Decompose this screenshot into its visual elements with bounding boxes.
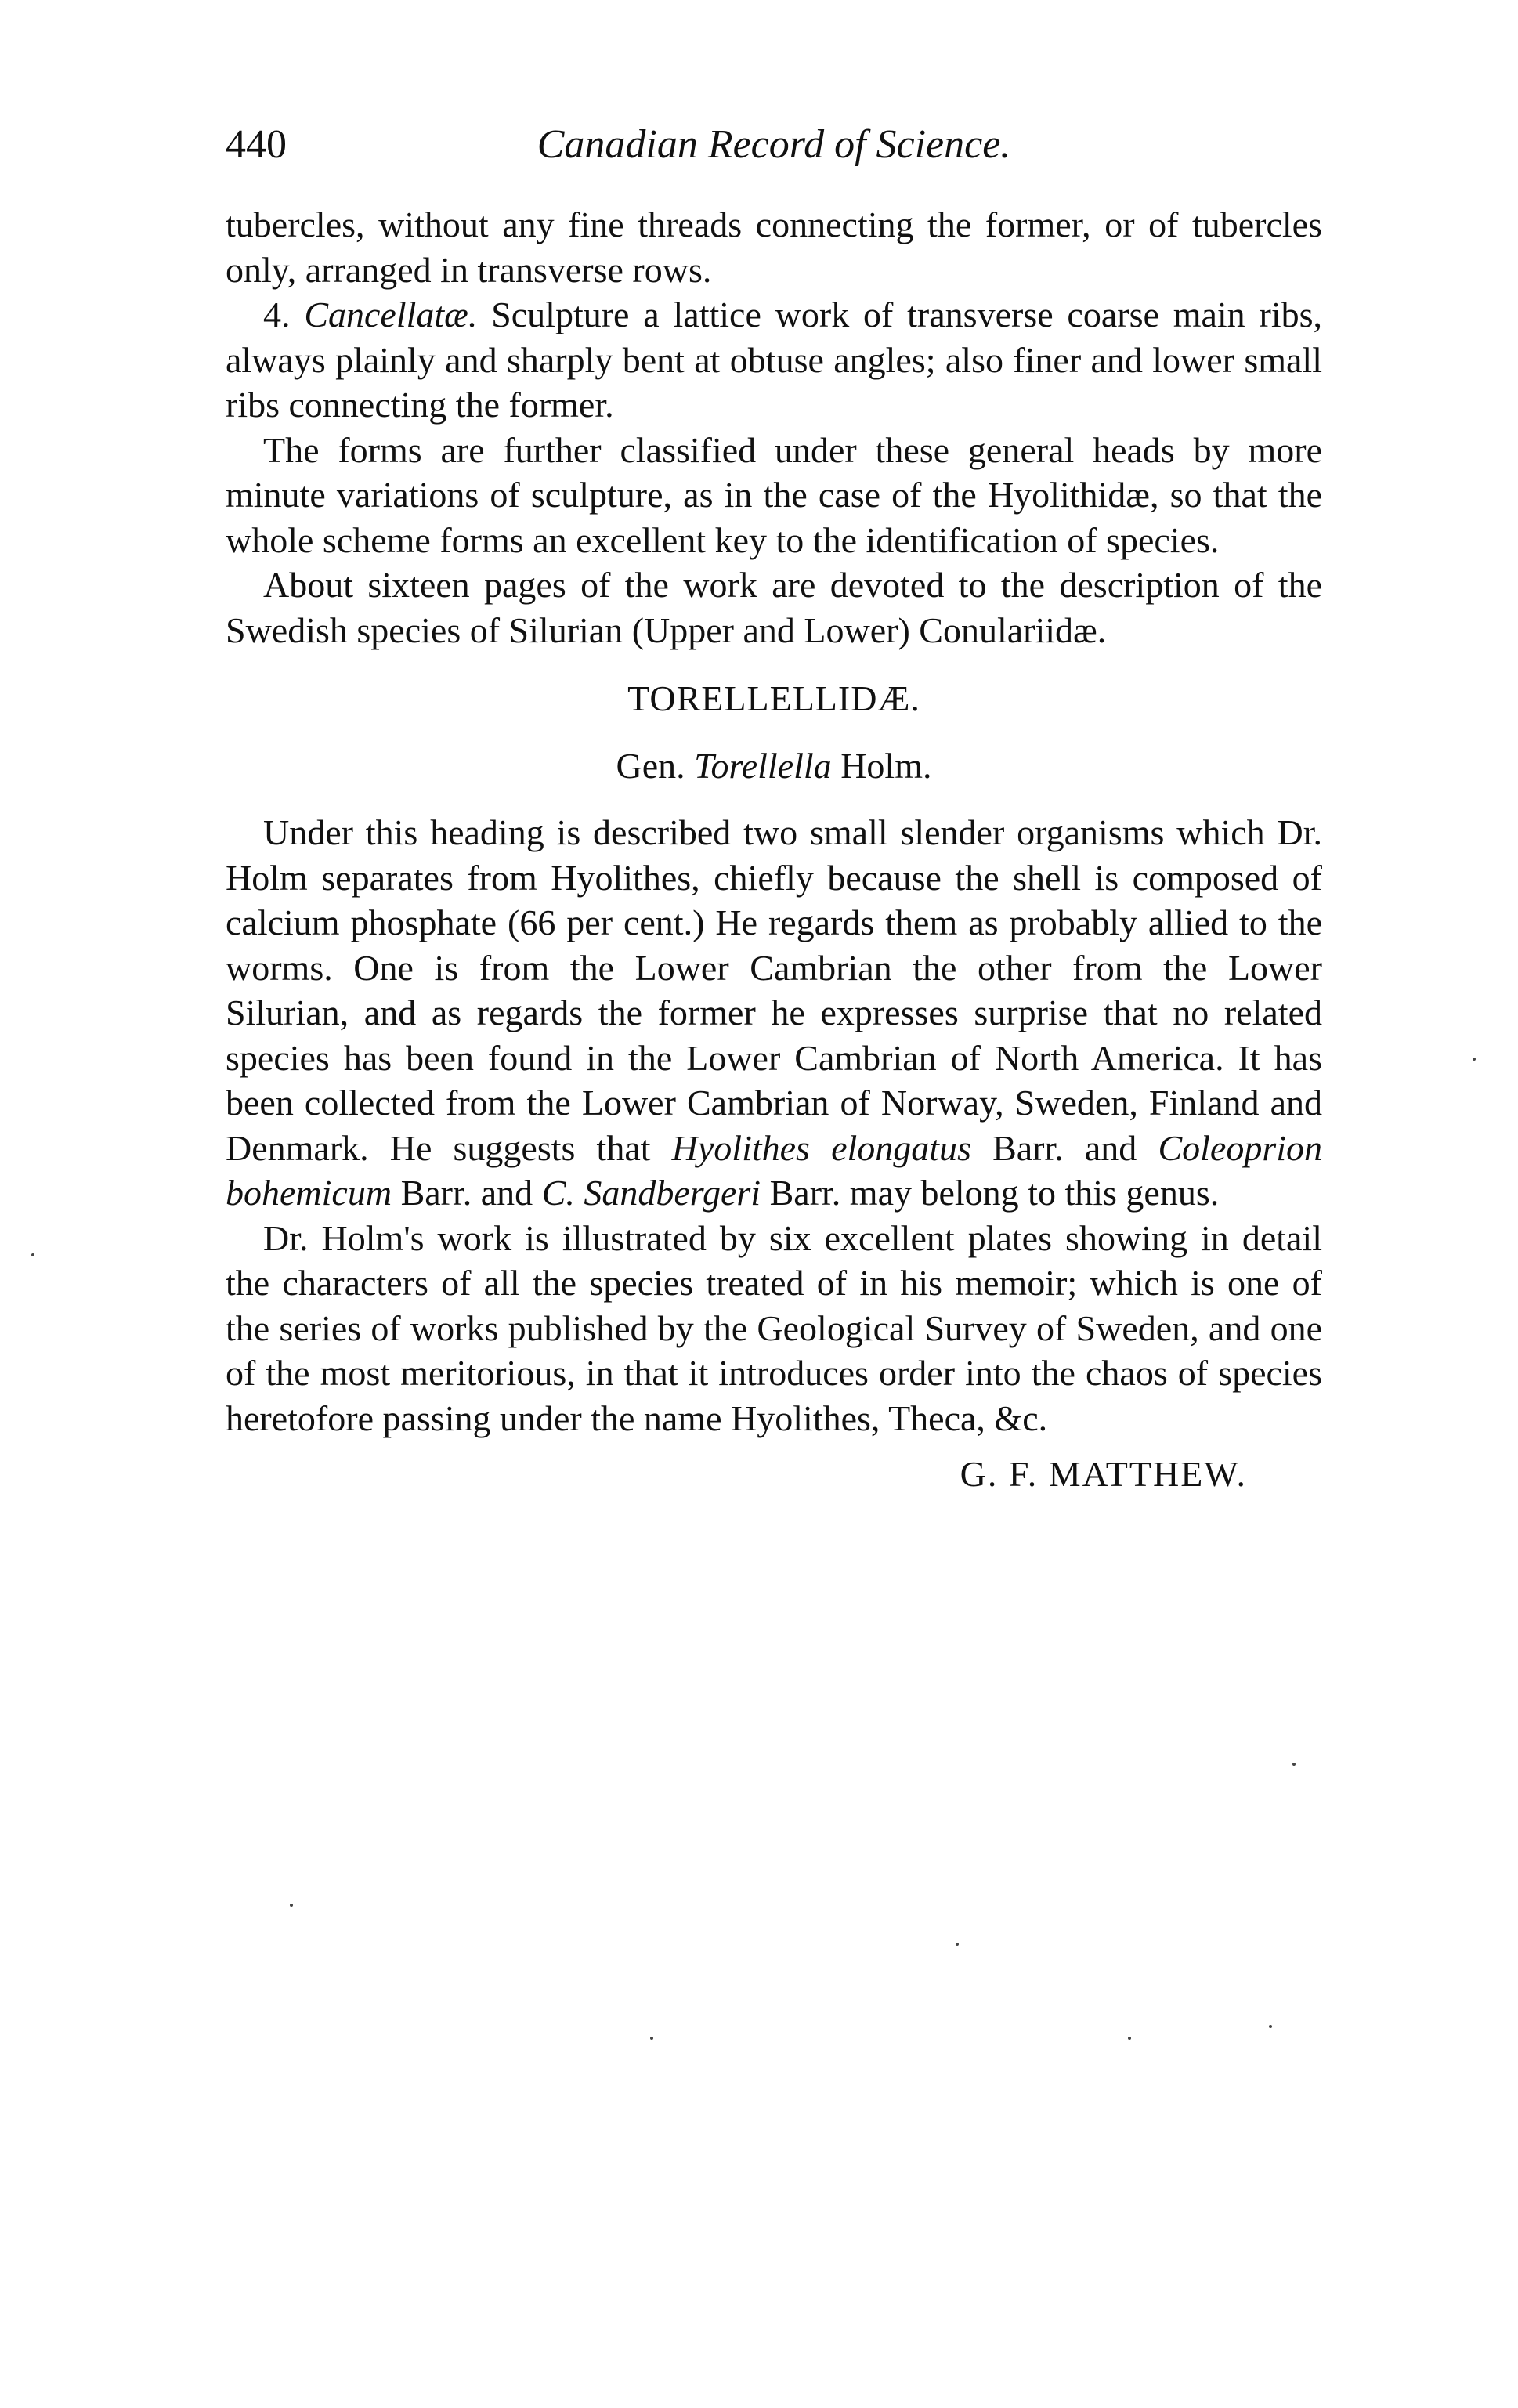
genus-prefix: Gen. [616,745,685,786]
scan-speck [1292,1763,1296,1766]
genus-name: Torellella [694,745,832,786]
torellella-text-4: Barr. may belong to this genus. [769,1173,1220,1213]
torellella-text-3: Barr. and [400,1173,533,1213]
article-body [226,202,1322,1497]
running-head [226,118,1322,172]
scan-speck [290,1904,293,1907]
paragraph-closing: Dr. Holm's work is illustrated by six excellent plates showing in detail the characters of all the species treated of in his memoir; which is one of the series of works published by the Geological Survey of Sweden, and one of the most meritorious, in that it introduces order into the chaos of species heretofore passing under the name Hyolithes, Theca, &c. [226,1217,1322,1438]
paragraph-cancellatae [226,292,1322,428]
species-name: Hyolithes elongatus [671,1127,971,1168]
author-signature: G. F. MATTHEW. [960,1454,1247,1494]
species-name: C. Sandbergeri [541,1173,761,1213]
scan-speck [956,1943,959,1946]
section-heading: TORELLELLIDÆ. [627,678,920,718]
genus-author: Holm. [840,745,932,786]
paragraph-torellella [226,810,1322,1216]
genus-heading [226,743,1322,789]
journal-title: Canadian Record of Science. [537,122,1011,167]
paragraph-tubercles: tubercles, without any fine threads connecting the former, or of tubercles only, arranged in transverse rows. [226,204,1322,290]
cancellatae-number: 4. [263,295,291,334]
document-page [226,118,1322,1497]
paragraph-classification: The forms are further classified under these general heads by more minute variations of sculpture, as in the case of the Hyolithidæ, so that the whole scheme forms an excellent key to the identification of species. [226,429,1322,560]
scan-speck [1473,1058,1476,1061]
species-name: Coleoprion bohemicum [226,1127,1322,1213]
cancellatae-name: Cancellatæ. [304,295,478,334]
paragraph-swedish-species: About sixteen pages of the work are devoted to the description of the Swedish species of Silurian (Upper and Lower) Conulariidæ. [226,565,1322,650]
page-number: 440 [226,122,287,167]
scan-speck [1128,2037,1131,2040]
scan-speck [31,1253,34,1256]
torellella-text-2: Barr. and [992,1127,1137,1168]
torellella-text-1: Under this heading is described two small slender organisms which Dr. Holm separates from Hyolithes, chiefly because the shell is composed of calcium phosphate (66 per cent.) He regards them as probably allied to the worms. One is from the Lower Cambrian the other from the Lower Silurian, and as regards the former he expresses surprise that no related species has been found in the Lower Cambrian of North America. It has been collected from the Lower Cambrian of Norway, Sweden, Finland and Denmark. He suggests that [226,812,1322,1168]
cancellatae-description: Sculpture a lattice work of transverse coarse main ribs, always plainly and sharply bent at obtuse angles; also finer and lower small ribs connecting the former. [226,295,1322,425]
scan-speck [650,2037,653,2040]
scan-speck [1269,2025,1272,2028]
